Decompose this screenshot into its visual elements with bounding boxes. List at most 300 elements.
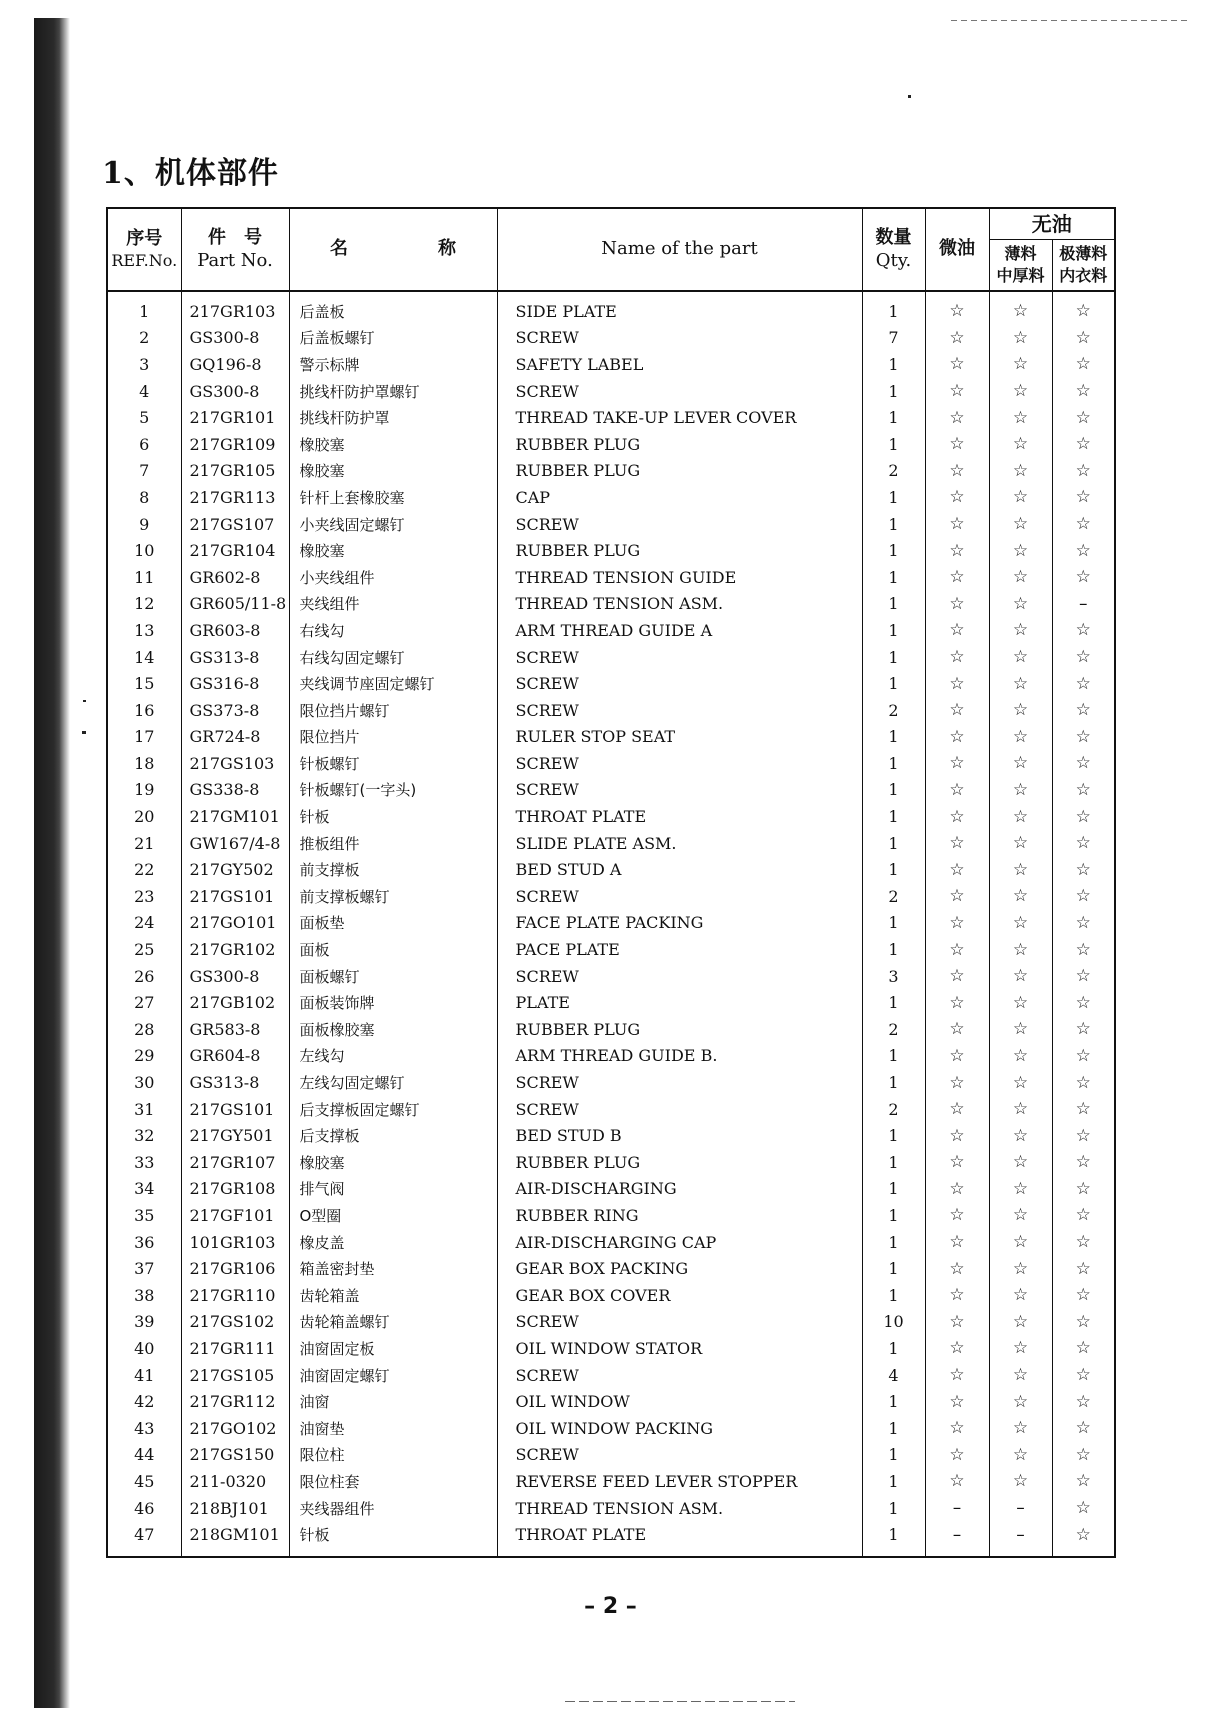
table-row — [107, 856, 1115, 883]
row-extra-thin-mark: ☆ — [1052, 1016, 1115, 1043]
row-name-cn: 橡皮盖 — [289, 1229, 497, 1256]
row-micro-oil-mark: ☆ — [925, 537, 989, 564]
row-qty: 1 — [862, 1495, 925, 1522]
row-extra-thin-mark: ☆ — [1052, 697, 1115, 724]
row-extra-thin-mark: – — [1052, 591, 1115, 618]
table-row — [107, 724, 1115, 751]
row-part-no: 217GB102 — [181, 989, 289, 1016]
row-part-no: GS316-8 — [181, 670, 289, 697]
row-ref: 9 — [107, 511, 181, 538]
row-extra-thin-mark: ☆ — [1052, 511, 1115, 538]
row-ref: 20 — [107, 803, 181, 830]
row-micro-oil-mark: ☆ — [925, 1335, 989, 1362]
header-row — [107, 208, 1115, 240]
row-ref: 1 — [107, 291, 181, 325]
row-part-no: GS313-8 — [181, 1069, 289, 1096]
row-name-cn: 面板橡胶塞 — [289, 1016, 497, 1043]
row-ref: 31 — [107, 1096, 181, 1123]
row-extra-thin-mark: ☆ — [1052, 484, 1115, 511]
row-name-en: SAFETY LABEL — [497, 351, 862, 378]
row-ref: 46 — [107, 1495, 181, 1522]
row-qty: 10 — [862, 1309, 925, 1336]
row-part-no: 217GR105 — [181, 458, 289, 485]
row-name-cn: 后支撑板 — [289, 1122, 497, 1149]
row-micro-oil-mark: ☆ — [925, 1122, 989, 1149]
row-qty: 1 — [862, 511, 925, 538]
row-thin-mark: ☆ — [989, 511, 1052, 538]
row-name-cn: 限位柱 — [289, 1442, 497, 1469]
row-part-no: GQ196-8 — [181, 351, 289, 378]
table-row — [107, 910, 1115, 937]
row-extra-thin-mark: ☆ — [1052, 1282, 1115, 1309]
row-name-en: THROAT PLATE — [497, 1521, 862, 1557]
row-extra-thin-mark: ☆ — [1052, 830, 1115, 857]
row-name-cn: 排气阀 — [289, 1176, 497, 1203]
row-thin-mark: ☆ — [989, 1202, 1052, 1229]
row-ref: 14 — [107, 644, 181, 671]
row-micro-oil-mark: ☆ — [925, 750, 989, 777]
row-name-en: THREAD TAKE-UP LEVER COVER — [497, 404, 862, 431]
row-name-en: ARM THREAD GUIDE B. — [497, 1043, 862, 1070]
row-qty: 2 — [862, 458, 925, 485]
row-qty: 1 — [862, 670, 925, 697]
table-row — [107, 777, 1115, 804]
table-row — [107, 1282, 1115, 1309]
row-part-no: 217GF101 — [181, 1202, 289, 1229]
row-qty: 1 — [862, 537, 925, 564]
row-thin-mark: ☆ — [989, 1069, 1052, 1096]
row-name-en: SCREW — [497, 697, 862, 724]
parts-table-body — [107, 291, 1115, 1557]
row-micro-oil-mark: ☆ — [925, 1415, 989, 1442]
row-part-no: GS300-8 — [181, 378, 289, 405]
row-extra-thin-mark: ☆ — [1052, 404, 1115, 431]
row-part-no: 217GR107 — [181, 1149, 289, 1176]
row-micro-oil-mark: ☆ — [925, 291, 989, 325]
table-row — [107, 963, 1115, 990]
row-ref: 45 — [107, 1468, 181, 1495]
row-qty: 2 — [862, 1096, 925, 1123]
row-name-cn: 左线勾 — [289, 1043, 497, 1070]
row-part-no: 217GS150 — [181, 1442, 289, 1469]
row-micro-oil-mark: ☆ — [925, 777, 989, 804]
row-ref: 43 — [107, 1415, 181, 1442]
table-row — [107, 325, 1115, 352]
row-name-cn: 面板装饰牌 — [289, 989, 497, 1016]
row-thin-mark: ☆ — [989, 1388, 1052, 1415]
row-micro-oil-mark: ☆ — [925, 910, 989, 937]
row-part-no: 217GR103 — [181, 291, 289, 325]
table-row — [107, 291, 1115, 325]
row-part-no: 217GR108 — [181, 1176, 289, 1203]
row-extra-thin-mark: ☆ — [1052, 1229, 1115, 1256]
row-extra-thin-mark: ☆ — [1052, 1149, 1115, 1176]
row-extra-thin-mark: ☆ — [1052, 537, 1115, 564]
row-part-no: GS300-8 — [181, 963, 289, 990]
row-extra-thin-mark: ☆ — [1052, 1122, 1115, 1149]
row-thin-mark: ☆ — [989, 564, 1052, 591]
table-row — [107, 617, 1115, 644]
row-ref: 33 — [107, 1149, 181, 1176]
row-name-en: SCREW — [497, 1442, 862, 1469]
table-row — [107, 351, 1115, 378]
row-extra-thin-mark: ☆ — [1052, 644, 1115, 671]
header-ref: 序号 REF.No. — [107, 208, 181, 291]
row-part-no: GR602-8 — [181, 564, 289, 591]
row-micro-oil-mark: ☆ — [925, 511, 989, 538]
row-part-no: GS338-8 — [181, 777, 289, 804]
row-name-cn: 面板垫 — [289, 910, 497, 937]
row-name-cn: 针板螺钉(一字头) — [289, 777, 497, 804]
row-part-no: 217GS107 — [181, 511, 289, 538]
table-row — [107, 458, 1115, 485]
table-row — [107, 511, 1115, 538]
row-part-no: GS373-8 — [181, 697, 289, 724]
row-ref: 24 — [107, 910, 181, 937]
row-micro-oil-mark: ☆ — [925, 1282, 989, 1309]
row-qty: 1 — [862, 484, 925, 511]
row-micro-oil-mark: ☆ — [925, 1149, 989, 1176]
row-qty: 3 — [862, 963, 925, 990]
row-thin-mark: ☆ — [989, 537, 1052, 564]
row-qty: 1 — [862, 750, 925, 777]
table-row — [107, 1202, 1115, 1229]
row-micro-oil-mark: ☆ — [925, 936, 989, 963]
row-name-cn: 面板 — [289, 936, 497, 963]
table-row — [107, 936, 1115, 963]
row-name-cn: 限位挡片 — [289, 724, 497, 751]
row-name-cn: 夹线组件 — [289, 591, 497, 618]
row-part-no: 217GS103 — [181, 750, 289, 777]
row-name-en: SCREW — [497, 670, 862, 697]
row-thin-mark: ☆ — [989, 617, 1052, 644]
row-name-cn: 后盖板螺钉 — [289, 325, 497, 352]
row-micro-oil-mark: ☆ — [925, 1255, 989, 1282]
table-row — [107, 989, 1115, 1016]
row-qty: 1 — [862, 291, 925, 325]
row-thin-mark: ☆ — [989, 1335, 1052, 1362]
table-row — [107, 431, 1115, 458]
row-ref: 28 — [107, 1016, 181, 1043]
header-name-en: Name of the part — [497, 208, 862, 291]
row-name-cn: 小夹线组件 — [289, 564, 497, 591]
row-thin-mark: ☆ — [989, 1043, 1052, 1070]
row-name-cn: 夹线器组件 — [289, 1495, 497, 1522]
row-thin-mark: ☆ — [989, 1096, 1052, 1123]
row-extra-thin-mark: ☆ — [1052, 1069, 1115, 1096]
scan-artifact-bottom — [565, 1701, 795, 1702]
table-row — [107, 750, 1115, 777]
row-micro-oil-mark: – — [925, 1495, 989, 1522]
row-name-cn: 橡胶塞 — [289, 431, 497, 458]
row-thin-mark: ☆ — [989, 484, 1052, 511]
row-ref: 35 — [107, 1202, 181, 1229]
row-extra-thin-mark: ☆ — [1052, 1362, 1115, 1389]
row-name-cn: 油窗 — [289, 1388, 497, 1415]
row-ref: 26 — [107, 963, 181, 990]
row-thin-mark: ☆ — [989, 1415, 1052, 1442]
row-micro-oil-mark: ☆ — [925, 856, 989, 883]
row-qty: 1 — [862, 564, 925, 591]
row-name-en: SCREW — [497, 963, 862, 990]
row-micro-oil-mark: ☆ — [925, 351, 989, 378]
row-part-no: 217GS105 — [181, 1362, 289, 1389]
row-name-en: THREAD TENSION GUIDE — [497, 564, 862, 591]
row-ref: 25 — [107, 936, 181, 963]
row-ref: 7 — [107, 458, 181, 485]
row-micro-oil-mark: ☆ — [925, 484, 989, 511]
row-name-en: CAP — [497, 484, 862, 511]
row-micro-oil-mark: ☆ — [925, 458, 989, 485]
row-thin-mark: ☆ — [989, 830, 1052, 857]
row-name-en: REVERSE FEED LEVER STOPPER — [497, 1468, 862, 1495]
row-part-no: 217GO101 — [181, 910, 289, 937]
row-part-no: 218GM101 — [181, 1521, 289, 1557]
row-qty: 1 — [862, 1229, 925, 1256]
row-qty: 1 — [862, 1415, 925, 1442]
row-name-cn: 前支撑板螺钉 — [289, 883, 497, 910]
row-thin-mark: ☆ — [989, 291, 1052, 325]
row-name-cn: 左线勾固定螺钉 — [289, 1069, 497, 1096]
row-part-no: 217GM101 — [181, 803, 289, 830]
row-thin-mark: ☆ — [989, 1362, 1052, 1389]
row-name-en: OIL WINDOW PACKING — [497, 1415, 862, 1442]
row-micro-oil-mark: ☆ — [925, 1069, 989, 1096]
row-ref: 2 — [107, 325, 181, 352]
row-name-en: AIR-DISCHARGING CAP — [497, 1229, 862, 1256]
table-row — [107, 1415, 1115, 1442]
row-ref: 8 — [107, 484, 181, 511]
row-part-no: GR603-8 — [181, 617, 289, 644]
row-extra-thin-mark: ☆ — [1052, 963, 1115, 990]
table-row — [107, 1521, 1115, 1557]
row-name-cn: 限位柱套 — [289, 1468, 497, 1495]
row-part-no: 217GS102 — [181, 1309, 289, 1336]
row-name-cn: 橡胶塞 — [289, 537, 497, 564]
row-thin-mark: ☆ — [989, 1016, 1052, 1043]
row-extra-thin-mark: ☆ — [1052, 1442, 1115, 1469]
row-part-no: 217GS101 — [181, 1096, 289, 1123]
row-micro-oil-mark: ☆ — [925, 883, 989, 910]
row-extra-thin-mark: ☆ — [1052, 325, 1115, 352]
row-name-en: RUBBER PLUG — [497, 537, 862, 564]
row-extra-thin-mark: ☆ — [1052, 378, 1115, 405]
row-ref: 30 — [107, 1069, 181, 1096]
row-name-en: THREAD TENSION ASM. — [497, 591, 862, 618]
row-part-no: GS300-8 — [181, 325, 289, 352]
row-micro-oil-mark: ☆ — [925, 617, 989, 644]
row-micro-oil-mark: ☆ — [925, 564, 989, 591]
row-ref: 40 — [107, 1335, 181, 1362]
header-no-oil-thin: 薄料 中厚料 — [989, 240, 1052, 292]
row-name-cn: 后盖板 — [289, 291, 497, 325]
row-name-en: PACE PLATE — [497, 936, 862, 963]
table-row — [107, 1335, 1115, 1362]
row-part-no: 217GR111 — [181, 1335, 289, 1362]
header-part-no: 件 号 Part No. — [181, 208, 289, 291]
row-thin-mark: ☆ — [989, 1122, 1052, 1149]
row-name-cn: 后支撑板固定螺钉 — [289, 1096, 497, 1123]
row-name-en: BED STUD B — [497, 1122, 862, 1149]
row-name-en: SCREW — [497, 1069, 862, 1096]
table-row — [107, 697, 1115, 724]
row-extra-thin-mark: ☆ — [1052, 777, 1115, 804]
row-thin-mark: ☆ — [989, 325, 1052, 352]
row-name-en: GEAR BOX COVER — [497, 1282, 862, 1309]
row-micro-oil-mark: ☆ — [925, 963, 989, 990]
row-micro-oil-mark: ☆ — [925, 1016, 989, 1043]
row-thin-mark: ☆ — [989, 989, 1052, 1016]
row-qty: 1 — [862, 724, 925, 751]
table-row — [107, 378, 1115, 405]
row-thin-mark: ☆ — [989, 697, 1052, 724]
row-name-cn: 橡胶塞 — [289, 1149, 497, 1176]
row-extra-thin-mark: ☆ — [1052, 431, 1115, 458]
header-micro-oil: 微油 — [925, 208, 989, 291]
row-thin-mark: ☆ — [989, 963, 1052, 990]
row-qty: 1 — [862, 1149, 925, 1176]
table-row — [107, 1176, 1115, 1203]
row-name-cn: 齿轮箱盖 — [289, 1282, 497, 1309]
table-row — [107, 1309, 1115, 1336]
table-row — [107, 1468, 1115, 1495]
header-qty: 数量 Qty. — [862, 208, 925, 291]
row-qty: 1 — [862, 1255, 925, 1282]
row-qty: 2 — [862, 697, 925, 724]
row-micro-oil-mark: ☆ — [925, 803, 989, 830]
row-extra-thin-mark: ☆ — [1052, 883, 1115, 910]
row-name-cn: 面板螺钉 — [289, 963, 497, 990]
row-thin-mark: ☆ — [989, 936, 1052, 963]
row-thin-mark: ☆ — [989, 856, 1052, 883]
row-qty: 1 — [862, 910, 925, 937]
row-extra-thin-mark: ☆ — [1052, 750, 1115, 777]
row-qty: 1 — [862, 1521, 925, 1557]
row-ref: 16 — [107, 697, 181, 724]
row-qty: 1 — [862, 404, 925, 431]
row-extra-thin-mark: ☆ — [1052, 1202, 1115, 1229]
row-ref: 34 — [107, 1176, 181, 1203]
row-name-cn: 油窗垫 — [289, 1415, 497, 1442]
table-row — [107, 1016, 1115, 1043]
row-name-cn: 齿轮箱盖螺钉 — [289, 1309, 497, 1336]
row-qty: 1 — [862, 351, 925, 378]
row-thin-mark: ☆ — [989, 378, 1052, 405]
row-thin-mark: ☆ — [989, 670, 1052, 697]
row-micro-oil-mark: ☆ — [925, 325, 989, 352]
row-ref: 27 — [107, 989, 181, 1016]
row-ref: 19 — [107, 777, 181, 804]
row-part-no: 218BJ101 — [181, 1495, 289, 1522]
row-name-en: FACE PLATE PACKING — [497, 910, 862, 937]
row-extra-thin-mark: ☆ — [1052, 1388, 1115, 1415]
row-extra-thin-mark: ☆ — [1052, 564, 1115, 591]
row-thin-mark: ☆ — [989, 351, 1052, 378]
row-name-en: PLATE — [497, 989, 862, 1016]
row-part-no: GR605/11-8 — [181, 591, 289, 618]
row-thin-mark: – — [989, 1521, 1052, 1557]
row-qty: 1 — [862, 644, 925, 671]
row-name-en: SIDE PLATE — [497, 291, 862, 325]
row-part-no: 217GR110 — [181, 1282, 289, 1309]
row-micro-oil-mark: ☆ — [925, 404, 989, 431]
row-name-en: RUBBER PLUG — [497, 431, 862, 458]
row-part-no: 217GR102 — [181, 936, 289, 963]
row-extra-thin-mark: ☆ — [1052, 291, 1115, 325]
row-qty: 2 — [862, 883, 925, 910]
row-name-en: RUBBER PLUG — [497, 458, 862, 485]
row-ref: 18 — [107, 750, 181, 777]
table-row — [107, 670, 1115, 697]
row-extra-thin-mark: ☆ — [1052, 1495, 1115, 1522]
row-extra-thin-mark: ☆ — [1052, 617, 1115, 644]
row-name-cn: 夹线调节座固定螺钉 — [289, 670, 497, 697]
row-ref: 12 — [107, 591, 181, 618]
row-name-cn: 右线勾 — [289, 617, 497, 644]
row-thin-mark: ☆ — [989, 1149, 1052, 1176]
row-name-en: SCREW — [497, 750, 862, 777]
row-part-no: 211-0320 — [181, 1468, 289, 1495]
row-ref: 41 — [107, 1362, 181, 1389]
table-row — [107, 1442, 1115, 1469]
row-part-no: 217GY502 — [181, 856, 289, 883]
row-part-no: 217GY501 — [181, 1122, 289, 1149]
row-name-cn: 针板 — [289, 1521, 497, 1557]
row-extra-thin-mark: ☆ — [1052, 458, 1115, 485]
row-thin-mark: ☆ — [989, 1229, 1052, 1256]
row-ref: 17 — [107, 724, 181, 751]
row-name-en: SCREW — [497, 325, 862, 352]
row-micro-oil-mark: ☆ — [925, 830, 989, 857]
row-qty: 1 — [862, 1468, 925, 1495]
row-name-en: OIL WINDOW — [497, 1388, 862, 1415]
row-ref: 11 — [107, 564, 181, 591]
row-thin-mark: ☆ — [989, 1176, 1052, 1203]
row-name-en: SLIDE PLATE ASM. — [497, 830, 862, 857]
row-name-cn: 限位挡片螺钉 — [289, 697, 497, 724]
row-qty: 2 — [862, 1016, 925, 1043]
row-thin-mark: ☆ — [989, 777, 1052, 804]
row-name-cn: O型圈 — [289, 1202, 497, 1229]
row-name-cn: 警示标牌 — [289, 351, 497, 378]
table-row — [107, 1122, 1115, 1149]
row-name-en: RUBBER PLUG — [497, 1149, 862, 1176]
row-qty: 1 — [862, 936, 925, 963]
row-qty: 4 — [862, 1362, 925, 1389]
row-qty: 7 — [862, 325, 925, 352]
row-thin-mark: ☆ — [989, 1282, 1052, 1309]
row-part-no: 217GR104 — [181, 537, 289, 564]
row-name-cn: 箱盖密封垫 — [289, 1255, 497, 1282]
row-qty: 1 — [862, 856, 925, 883]
row-qty: 1 — [862, 1176, 925, 1203]
row-extra-thin-mark: ☆ — [1052, 1043, 1115, 1070]
row-thin-mark: ☆ — [989, 404, 1052, 431]
row-ref: 23 — [107, 883, 181, 910]
row-part-no: 217GR112 — [181, 1388, 289, 1415]
row-name-en: THREAD TENSION ASM. — [497, 1495, 862, 1522]
row-name-cn: 橡胶塞 — [289, 458, 497, 485]
row-extra-thin-mark: ☆ — [1052, 1176, 1115, 1203]
table-row — [107, 1096, 1115, 1123]
row-micro-oil-mark: ☆ — [925, 1176, 989, 1203]
row-name-cn: 前支撑板 — [289, 856, 497, 883]
header-no-oil: 无油 — [989, 208, 1115, 240]
parts-table — [106, 207, 1116, 1558]
row-micro-oil-mark: ☆ — [925, 591, 989, 618]
row-micro-oil-mark: ☆ — [925, 1096, 989, 1123]
row-name-en: SCREW — [497, 883, 862, 910]
